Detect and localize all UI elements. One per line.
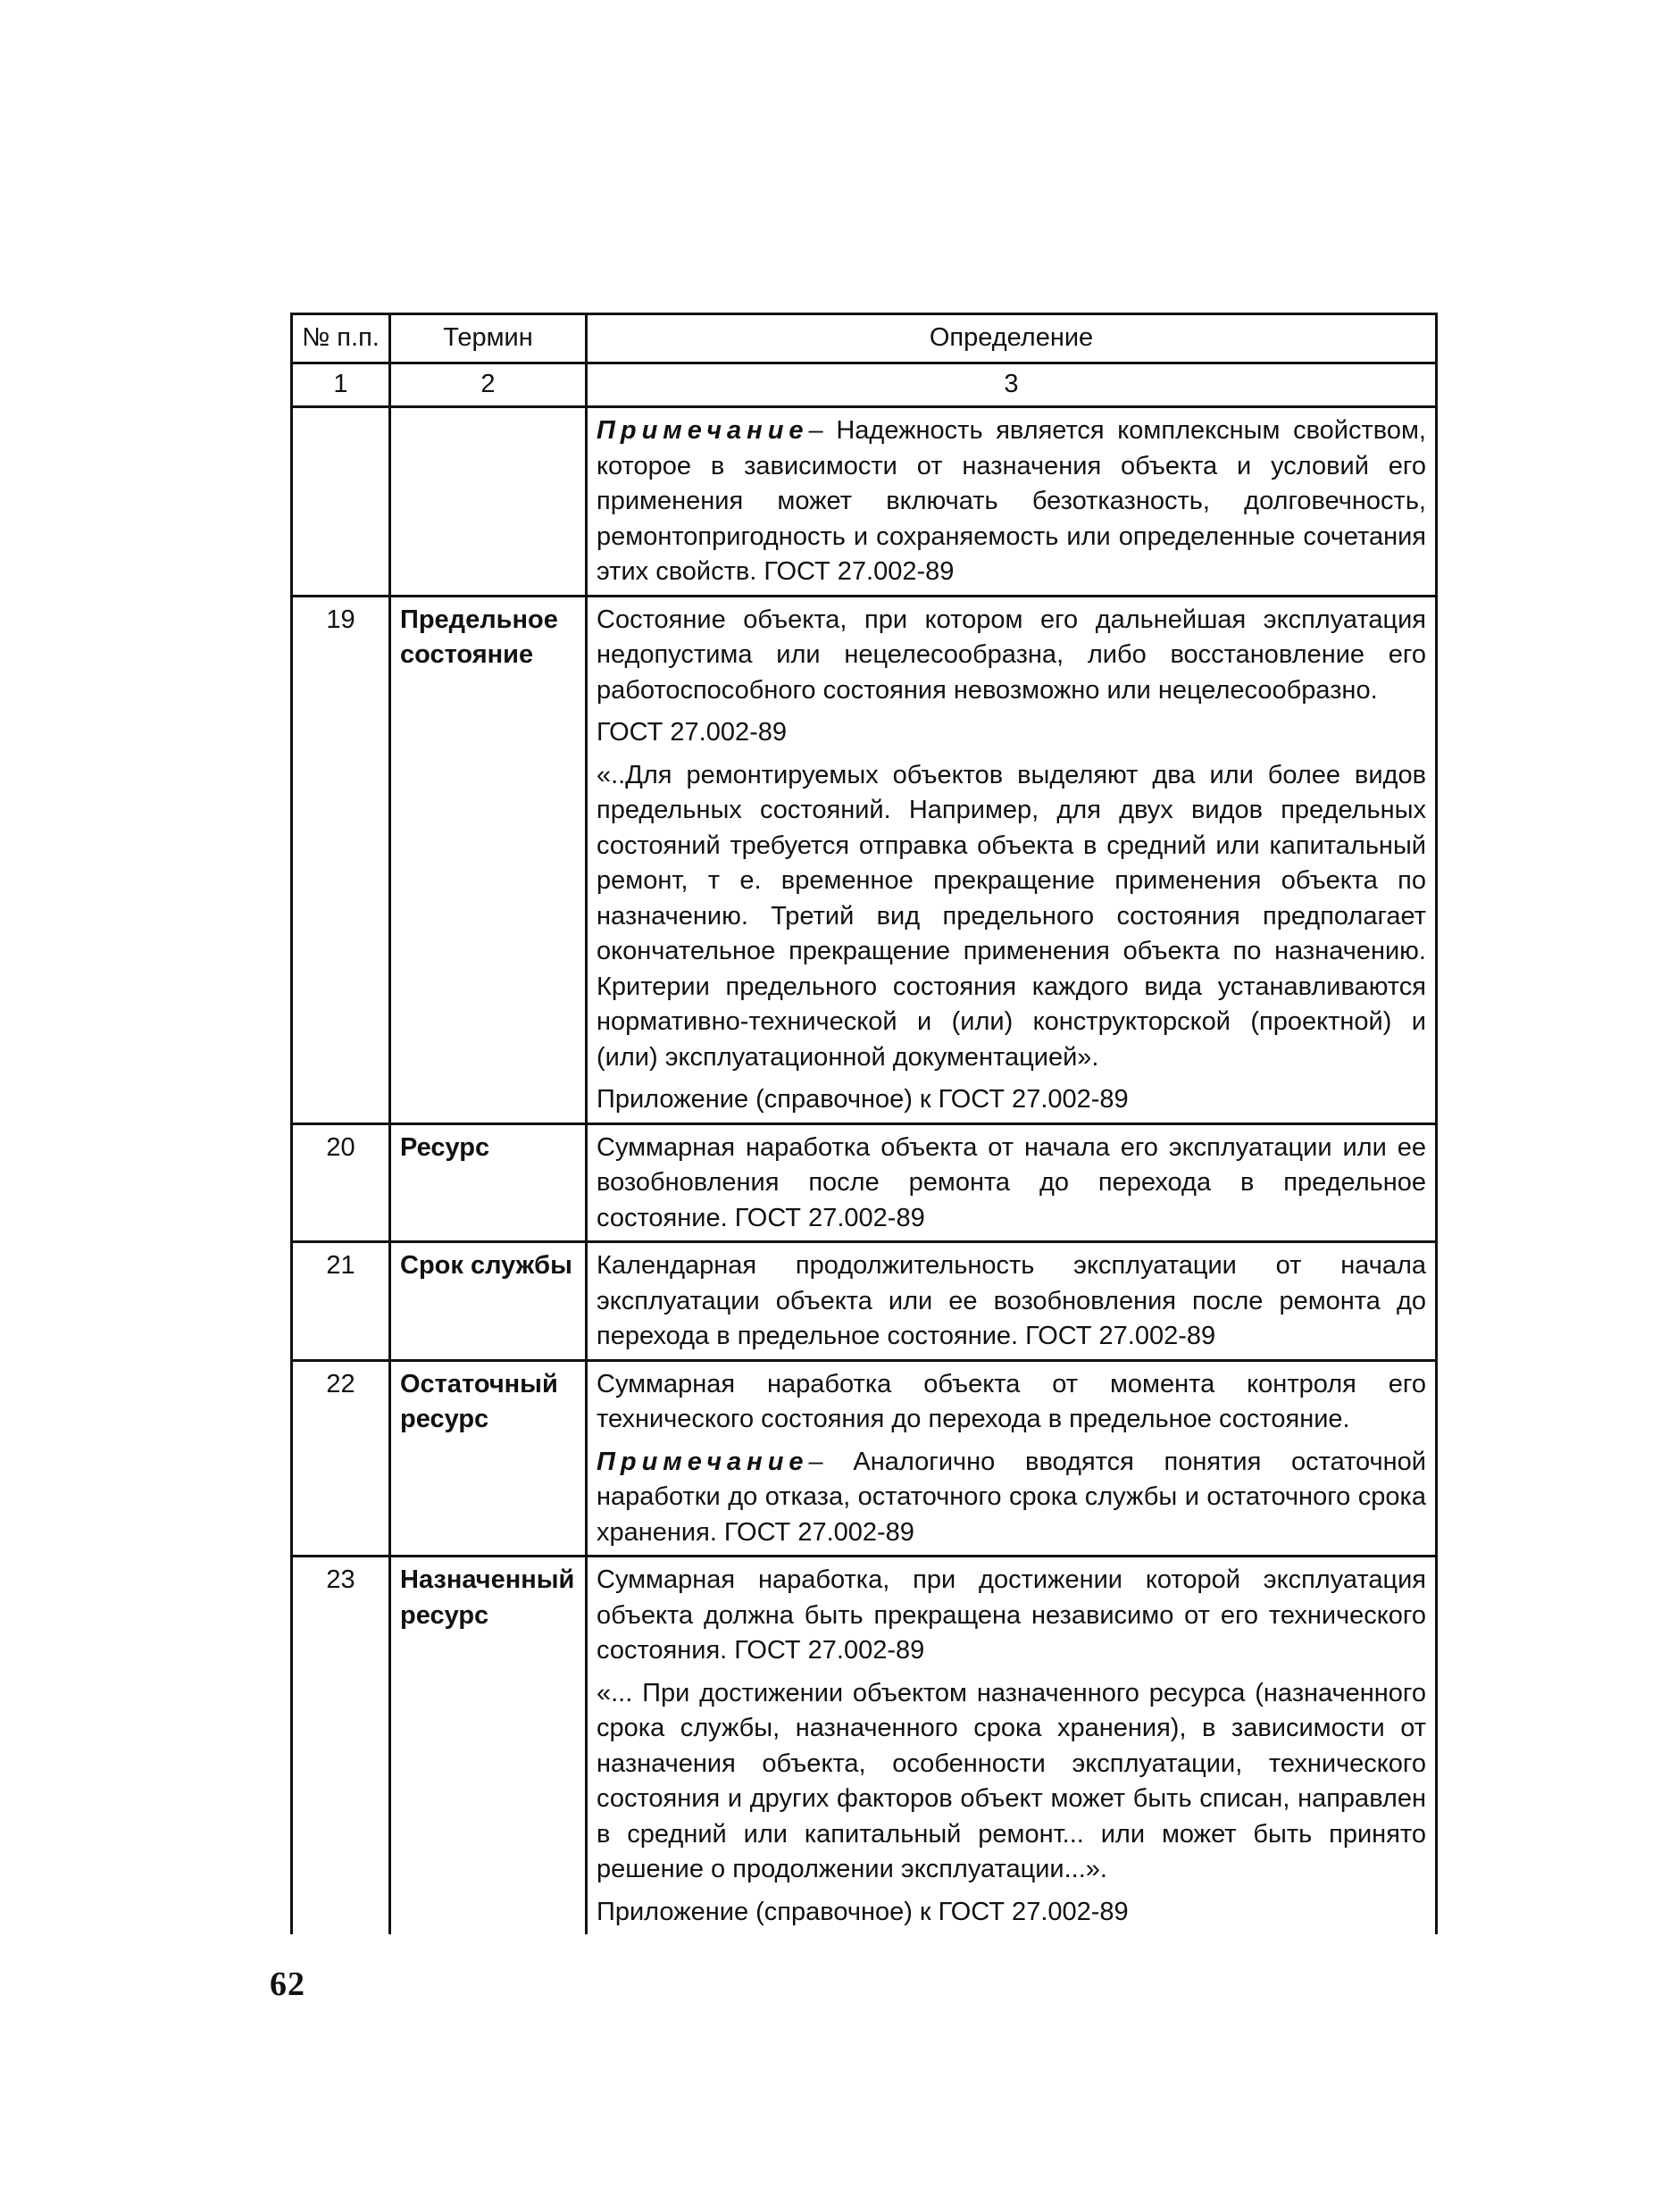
table-row (292, 596, 1437, 1123)
row-term: Предельное состояние (390, 596, 587, 1123)
definition-source: Приложение (справочное) к ГОСТ 27.002-89 (597, 1085, 1129, 1114)
table-row (292, 1242, 1437, 1361)
row-number: 19 (292, 596, 390, 1123)
definition-paragraph: Суммарная наработка, при достижении которой эксплуатация объекта должна быть прекращена независимо от его технического состояния. ГОСТ 27.002-89 (597, 1565, 1426, 1665)
definition-paragraph: Календарная продолжительность эксплуатации от начала эксплуатации объекта или ее возобновления после ремонта до перехода в предельное состояние. ГОСТ 27.002-89 (597, 1251, 1426, 1350)
definition-quote: «... При достижении объектом назначенного ресурса (назначенного срока службы, назначенного срока хранения), в зависимости от назначения объекта, особенности эксплуатации, технического состояния и других факторов объект может быть списан, направлен в средний или капитальный ремонт... или может быть принято решение о продолжении эксплуатации...». (597, 1678, 1426, 1883)
row-term: Назначенный ресурс (390, 1557, 587, 1935)
header-term: Термин (390, 314, 587, 363)
row-number: 22 (292, 1360, 390, 1557)
row-number (292, 407, 390, 597)
note-label: Примечание (597, 416, 809, 445)
header-definition: Определение (587, 314, 1437, 363)
definition-paragraph: Суммарная наработка объекта от момента контроля его технического состояния до перехода в предельное состояние. (597, 1369, 1426, 1433)
row-definition (587, 1557, 1437, 1935)
row-definition (587, 1242, 1437, 1361)
row-number: 20 (292, 1123, 390, 1242)
column-number-3: 3 (587, 363, 1437, 407)
row-definition (587, 407, 1437, 597)
row-definition (587, 1123, 1437, 1242)
note-label: Примечание (597, 1447, 809, 1476)
column-number-2: 2 (390, 363, 587, 407)
definition-paragraph: Суммарная наработка объекта от начала его эксплуатации или ее возобновления после ремонта до перехода в предельное состояние. ГОСТ 27.002-89 (597, 1132, 1426, 1232)
row-term: Остаточный ресурс (390, 1360, 587, 1557)
row-term: Срок службы (390, 1242, 587, 1361)
table-row (292, 1557, 1437, 1935)
definition-paragraph: Состояние объекта, при котором его дальнейшая эксплуатация недопустима или нецелесообразна, либо восстановление его работоспособного состояния невозможно или нецелесообразно. (597, 605, 1426, 705)
row-number: 23 (292, 1557, 390, 1935)
definition-source: Приложение (справочное) к ГОСТ 27.002-89 (597, 1897, 1129, 1926)
table-row (292, 1123, 1437, 1242)
row-term: Ресурс (390, 1123, 587, 1242)
header-number: № п.п. (292, 314, 390, 363)
row-number: 21 (292, 1242, 390, 1361)
paragraph-text: – Аналогично вводятся понятия остаточной наработки до отказа, остаточного срока службы и остаточного срока хранения. ГОСТ 27.002-89 (597, 1447, 1426, 1547)
row-term (390, 407, 587, 597)
column-number-1: 1 (292, 363, 390, 407)
definition-note (597, 1445, 1426, 1551)
table-header-row (292, 314, 1437, 363)
definition-quote: «..Для ремонтируемых объектов выделяют два или более видов предельных состояний. Например, для двух видов предельных состояний требуется отправка объекта в средний или капитальный ремонт, т е. временное прекращение применения объекта по назначению. Третий вид предельного состояния предполагает окончательное прекращение применения объекта по назначению. Критерии предельного состояния каждого вида устанавливаются нормативно-технической и (или) конструкторской (проектной) и (или) эксплуатационной документацией». (597, 760, 1426, 1072)
definition-paragraph (597, 413, 1426, 590)
page-number: 62 (270, 1966, 305, 2003)
definition-source: ГОСТ 27.002-89 (597, 718, 787, 747)
table-row-continuation (292, 407, 1437, 597)
paragraph-text: – Надежность является комплексным свойством, которое в зависимости от назначения объекта и условий его применения может включать безотказность, долговечность, ремонтопригодность и сохраняемость или определенные сочетания этих свойств. ГОСТ 27.002-89 (597, 416, 1426, 586)
terms-table (290, 313, 1438, 1934)
column-number-row (292, 363, 1437, 407)
row-definition (587, 1360, 1437, 1557)
table-row (292, 1360, 1437, 1557)
row-definition (587, 596, 1437, 1123)
